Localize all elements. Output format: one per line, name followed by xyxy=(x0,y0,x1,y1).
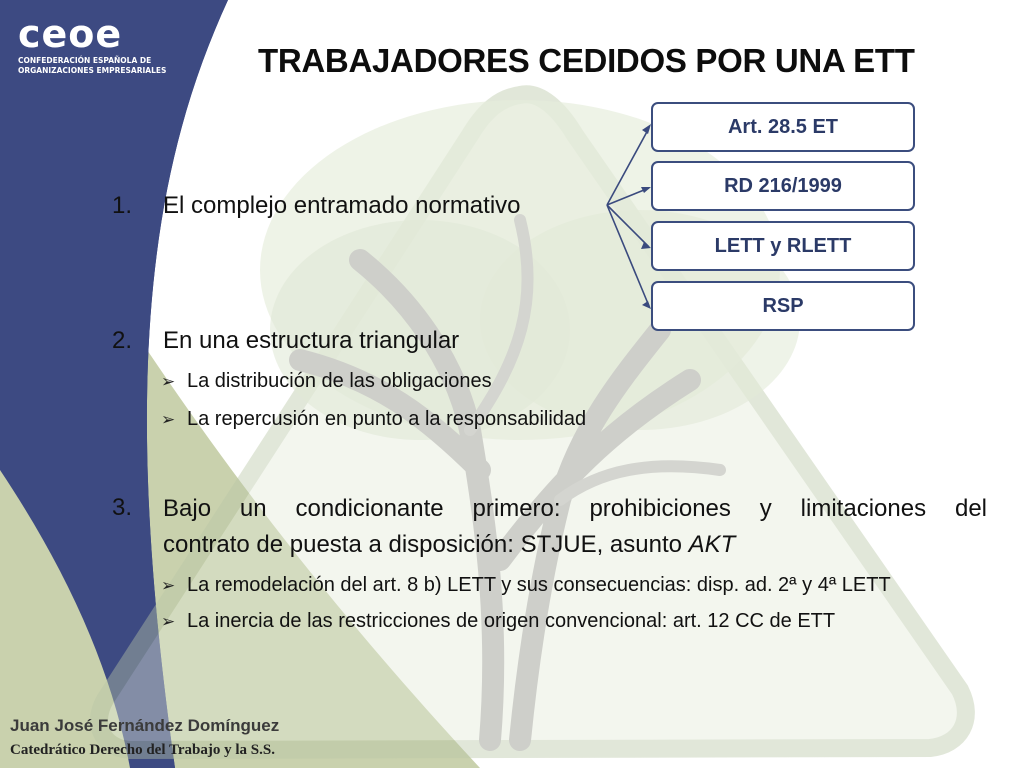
item-1-text: El complejo entramado normativo xyxy=(163,192,521,219)
logo-subtitle-line1: CONFEDERACIÓN ESPAÑOLA DE xyxy=(18,56,152,65)
item-2-number: 2. xyxy=(112,327,133,354)
logo-wordmark: ceoe xyxy=(18,12,123,56)
item-3-line-2: contrato de puesta a disposición: STJUE, asunto AKT xyxy=(163,531,736,558)
item-3-bullet-2: ➢ La inercia de las restricciones de origen convencional: art. 12 CC de ETT xyxy=(161,610,836,632)
slide-title: TRABAJADORES CEDIDOS POR UNA ETT xyxy=(258,42,915,79)
footer-author-name: Juan José Fernández Domínguez xyxy=(10,716,280,735)
item-1-number: 1. xyxy=(112,192,133,219)
item-2-text: En una estructura triangular xyxy=(163,327,460,354)
arrow-bullet-icon: ➢ xyxy=(161,576,176,596)
ceoe-logo xyxy=(18,14,168,76)
reference-box-rd-216: RD 216/1999 xyxy=(651,161,915,211)
item-3-bullet-1: ➢ La remodelación del art. 8 b) LETT y sus consecuencias: disp. ad. 2ª y 4ª LETT xyxy=(161,574,891,596)
reference-box-lett: LETT y RLETT xyxy=(651,221,915,271)
item-3-number: 3. xyxy=(112,494,133,521)
arrow-bullet-icon: ➢ xyxy=(161,612,176,632)
arrow-bullet-icon: ➢ xyxy=(161,410,176,430)
footer-author-role: Catedrático Derecho del Trabajo y la S.S. xyxy=(10,742,275,758)
item-3-line-1: Bajo un condicionante primero: prohibiciones y limitaciones del xyxy=(163,495,987,522)
reference-box-rsp: RSP xyxy=(651,281,915,331)
item-3-text xyxy=(163,491,987,563)
item-2-bullet-1: ➢ La distribución de las obligaciones xyxy=(161,370,492,392)
item-3-italic-akt: AKT xyxy=(688,531,736,558)
arrow-bullet-icon: ➢ xyxy=(161,372,176,392)
item-2-bullet-2: ➢ La repercusión en punto a la responsabilidad xyxy=(161,408,587,430)
logo-subtitle-line2: ORGANIZACIONES EMPRESARIALES xyxy=(18,66,167,75)
reference-box-art-28-5: Art. 28.5 ET xyxy=(651,102,915,152)
